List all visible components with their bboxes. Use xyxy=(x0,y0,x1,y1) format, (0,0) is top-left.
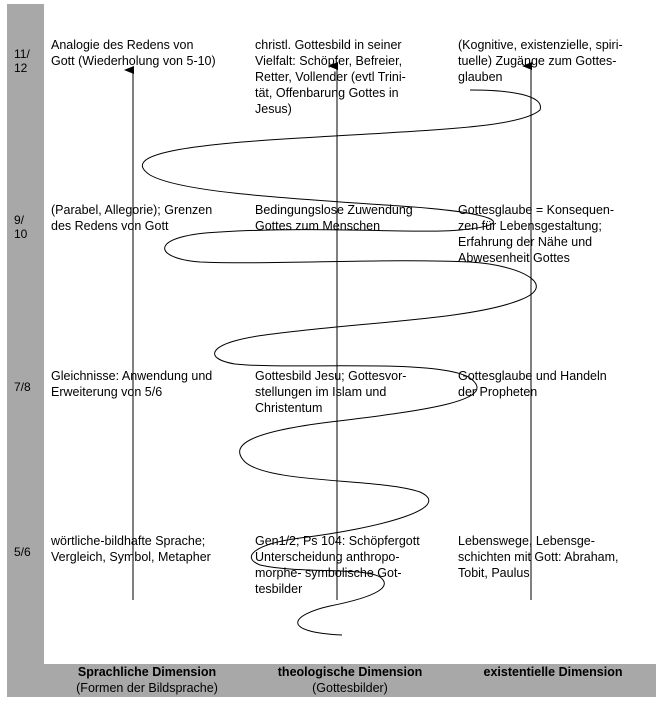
cell-sprachlich-5-6: wörtliche-bildhafte Sprache; Vergleich, Symbol, Metapher xyxy=(51,534,211,564)
dimension-subtitle-theologisch: (Gottesbilder) xyxy=(312,681,388,695)
dimension-title-sprachlich: Sprachliche Dimension xyxy=(77,665,217,679)
dimension-subtitle-sprachlich: (Formen der Bildsprache) xyxy=(76,681,218,695)
cell-sprachlich-9-10: (Parabel, Allegorie); Grenzen des Redens von Gott xyxy=(51,203,213,233)
cell-theologisch-5-6: Gen1/2; Ps 104: Schöpfergott Unterscheidung anthropo- morphe- symbolische Got- tesbilder xyxy=(255,534,420,596)
dimension-title-theologisch: theologische Dimension xyxy=(277,665,423,679)
grade-label-7-8: 7/8 xyxy=(14,380,31,394)
dimension-title-existentiell: existentielle Dimension xyxy=(483,665,623,679)
grade-label-9-10: 9/ 10 xyxy=(14,213,28,241)
cell-existentiell-9-10: Gottesglaube = Konsequen- zen für Lebensgestaltung; Erfahrung der Nähe und Abwesenheit Gottes xyxy=(458,203,615,265)
grade-label-11-12: 11/ 12 xyxy=(14,47,30,75)
cell-existentiell-5-6: Lebenswege, Lebensge- schichten mit Gott: Abraham, Tobit, Paulus xyxy=(458,534,619,580)
cell-sprachlich-7-8: Gleichnisse: Anwendung und Erweiterung von 5/6 xyxy=(51,369,213,399)
cell-existentiell-11-12: (Kognitive, existenzielle, spiri- tuelle) Zugänge zum Gottes- glauben xyxy=(458,38,623,84)
cell-theologisch-9-10: Bedingungslose Zuwendung Gottes zum Menschen xyxy=(255,203,413,233)
grade-label-5-6: 5/6 xyxy=(14,545,31,559)
cell-sprachlich-11-12: Analogie des Redens von Gott (Wiederholung von 5-10) xyxy=(51,38,216,68)
cell-existentiell-7-8: Gottesglaube und Handeln der Propheten xyxy=(458,369,607,399)
cell-theologisch-11-12: christl. Gottesbild in seiner Vielfalt: Schöpfer, Befreier, Retter, Vollender (evtl Trini- tät, Offenbarung Gottes in Jesus) xyxy=(255,38,406,116)
grade-sidebar xyxy=(7,4,44,697)
cell-theologisch-7-8: Gottesbild Jesu; Gottesvor- stellungen im Islam und Christentum xyxy=(255,369,407,415)
